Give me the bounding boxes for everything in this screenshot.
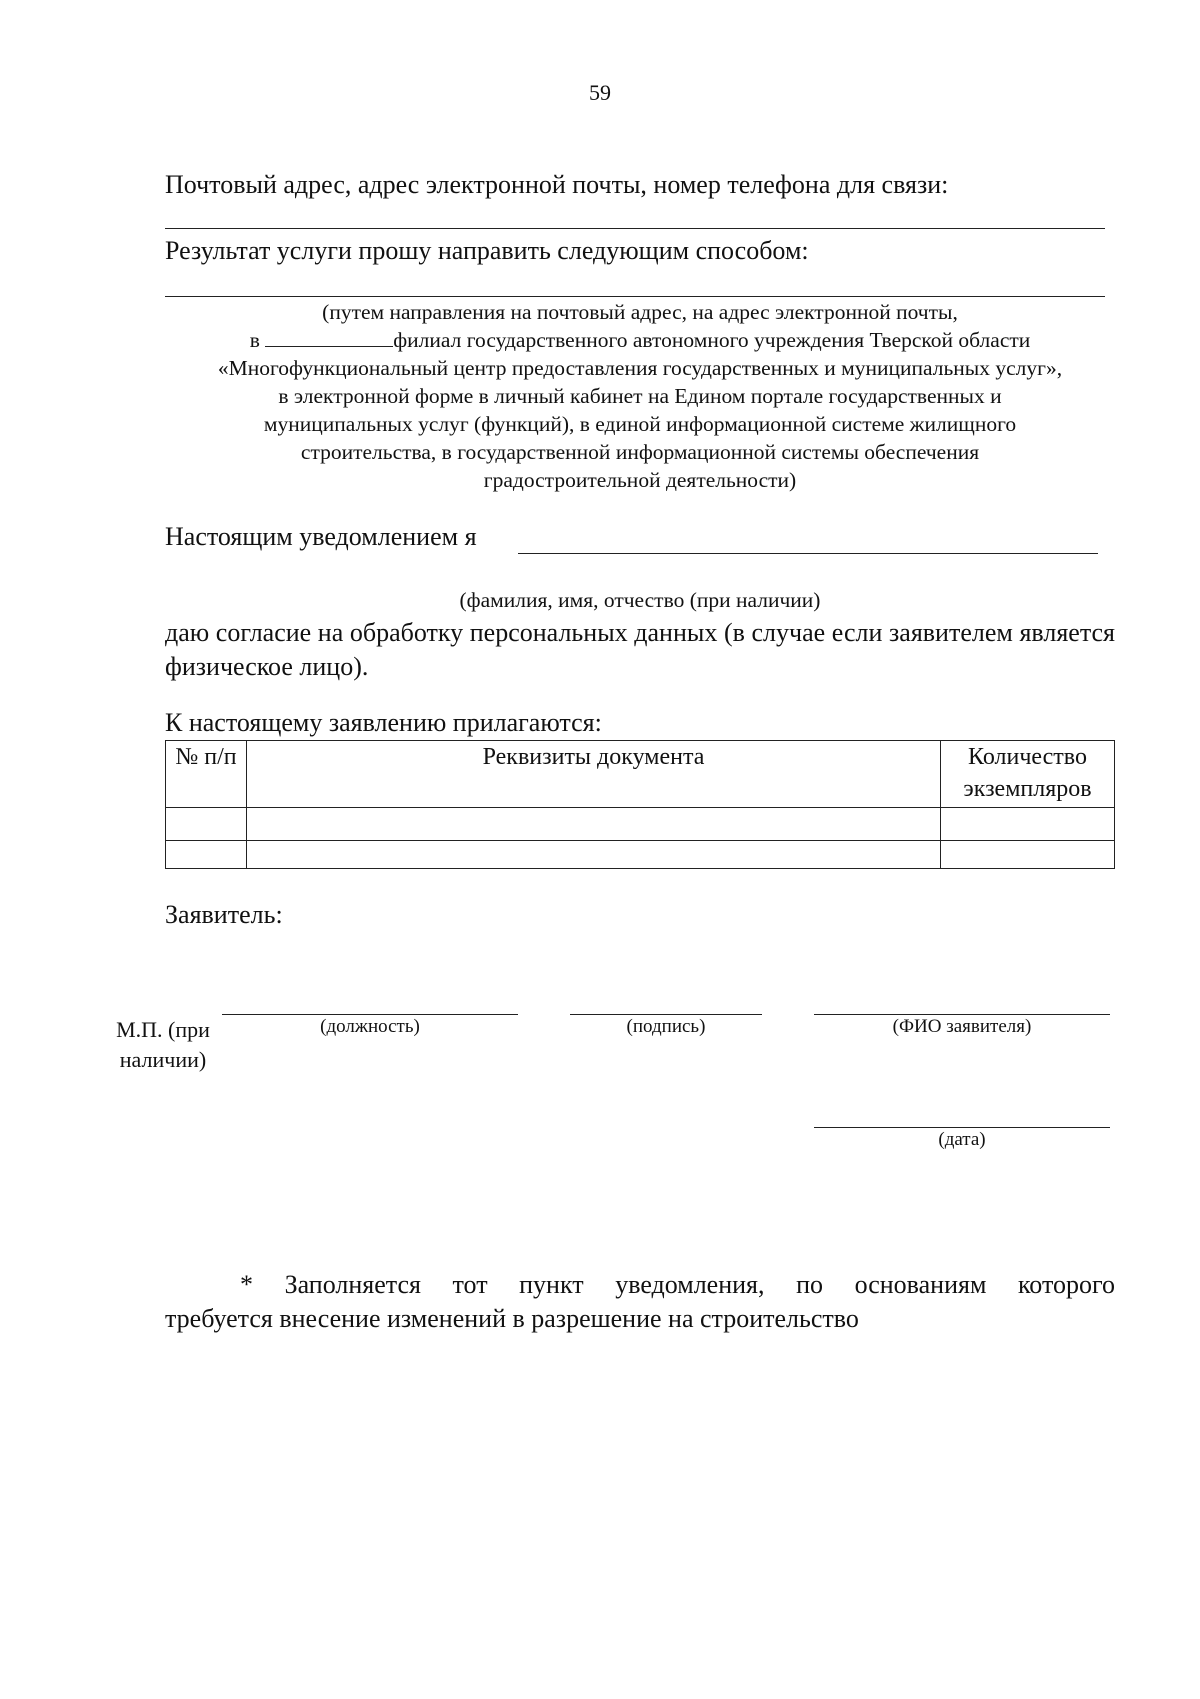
footnote-line-2: требуется внесение изменений в разрешение на строительство <box>165 1304 859 1333</box>
signature-input-line[interactable] <box>570 1014 762 1015</box>
table-cell[interactable] <box>941 841 1115 869</box>
branch-blank-line[interactable] <box>265 328 393 347</box>
note-line-5: муниципальных услуг (функций), в единой информационной системе жилищного <box>263 412 1017 436</box>
note-line-2 <box>160 326 1120 354</box>
note-line-2-suffix: филиал государственного автономного учреждения Тверской области <box>393 328 1031 352</box>
consent-label: Настоящим уведомлением я <box>165 522 477 551</box>
note-line-7: градостроительной деятельности) <box>483 468 797 492</box>
table-cell[interactable] <box>247 841 941 869</box>
column-header-number: № п/п <box>166 741 247 808</box>
date-input-line[interactable] <box>814 1127 1110 1128</box>
table-cell[interactable] <box>941 808 1115 841</box>
note-line-2-prefix: в <box>249 328 260 352</box>
contact-label: Почтовый адрес, адрес электронной почты, номер телефона для связи: <box>165 170 949 199</box>
result-method-note <box>160 298 1120 494</box>
position-input-line[interactable] <box>222 1014 518 1015</box>
date-caption: (дата) <box>938 1129 986 1150</box>
note-line-3: «Многофункциональный центр предоставления государственных и муниципальных услуг», <box>217 356 1063 380</box>
table-cell[interactable] <box>247 808 941 841</box>
stamp-placeholder: М.П. (при наличии) <box>116 1017 210 1072</box>
column-header-document: Реквизиты документа <box>247 741 941 808</box>
table-cell[interactable] <box>166 808 247 841</box>
footnote <box>165 1268 1115 1336</box>
table-row <box>166 841 1115 869</box>
footnote-line-1: * Заполняется тот пункт уведомления, по основаниям которого <box>240 1270 1115 1299</box>
page-number: 59 <box>589 80 611 105</box>
consent-name-caption: (фамилия, имя, отчество (при наличии) <box>459 588 821 612</box>
table-cell[interactable] <box>166 841 247 869</box>
column-header-quantity: Количество экземпляров <box>941 741 1115 808</box>
applicant-name-input-line[interactable] <box>814 1014 1110 1015</box>
applicant-name-caption: (ФИО заявителя) <box>892 1016 1032 1037</box>
attachments-header-row <box>166 741 1115 808</box>
attachments-table <box>165 740 1115 869</box>
result-method-input-line[interactable] <box>165 296 1105 297</box>
position-caption: (должность) <box>320 1016 420 1037</box>
applicant-label: Заявитель: <box>165 900 283 929</box>
consent-name-input-line[interactable] <box>518 553 1098 554</box>
contact-input-line[interactable] <box>165 228 1105 229</box>
attachments-title: К настоящему заявлению прилагаются: <box>165 708 602 737</box>
table-row <box>166 808 1115 841</box>
signature-caption: (подпись) <box>626 1016 706 1037</box>
consent-text: даю согласие на обработку персональных данных (в случае если заявителем является физическое лицо). <box>165 618 1115 681</box>
result-method-label: Результат услуги прошу направить следующим способом: <box>165 236 809 265</box>
note-line-4: в электронной форме в личный кабинет на Едином портале государственных и <box>278 384 1002 408</box>
note-line-1: (путем направления на почтовый адрес, на адрес электронной почты, <box>322 300 958 324</box>
note-line-6: строительства, в государственной информационной системы обеспечения <box>300 440 980 464</box>
